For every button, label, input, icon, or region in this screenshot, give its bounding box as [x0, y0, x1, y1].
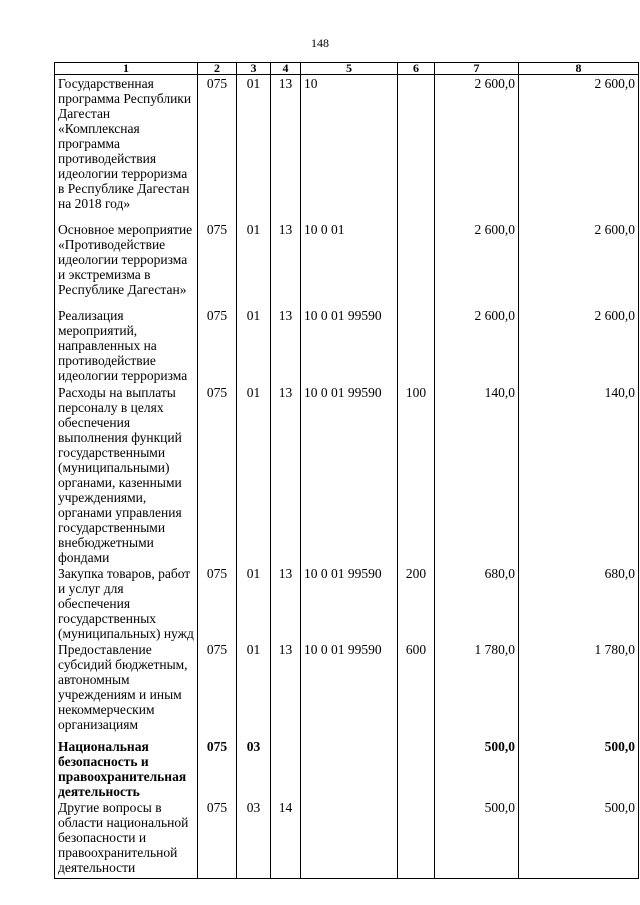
table-cell: 075 — [198, 738, 237, 799]
table-cell: 13 — [271, 384, 301, 565]
table-cell — [301, 738, 398, 799]
table-cell: 500,0 — [435, 799, 519, 879]
table-cell: 075 — [198, 799, 237, 879]
table-cell: 03 — [237, 738, 271, 799]
table-cell: 01 — [237, 384, 271, 565]
table-cell: 075 — [198, 384, 237, 565]
table-cell: 680,0 — [519, 565, 639, 641]
table-row — [55, 799, 639, 879]
table-cell: 01 — [237, 307, 271, 384]
table-cell: 2 600,0 — [435, 221, 519, 307]
table-cell: 140,0 — [435, 384, 519, 565]
table-cell — [271, 738, 301, 799]
table-row — [55, 75, 639, 221]
table-cell: 1 780,0 — [435, 641, 519, 738]
table-cell: 14 — [271, 799, 301, 879]
table-cell: 075 — [198, 75, 237, 221]
table-cell: 100 — [398, 384, 435, 565]
table-cell: 075 — [198, 307, 237, 384]
column-header: 7 — [435, 63, 519, 75]
table-cell — [398, 738, 435, 799]
table-cell: 13 — [271, 75, 301, 221]
table-cell: 2 600,0 — [435, 75, 519, 221]
table-cell — [301, 799, 398, 879]
table-cell: 500,0 — [519, 738, 639, 799]
table-cell: 10 — [301, 75, 398, 221]
table-cell: 2 600,0 — [519, 221, 639, 307]
row-name-cell: Закупка товаров, работ и услуг для обеспечения государственных (муниципальных) нужд — [55, 565, 198, 641]
table-cell: 10 0 01 99590 — [301, 565, 398, 641]
table-cell: 13 — [271, 221, 301, 307]
table-row — [55, 384, 639, 565]
table-cell: 140,0 — [519, 384, 639, 565]
table-cell: 13 — [271, 565, 301, 641]
page-number: 148 — [311, 36, 329, 50]
table-cell: 075 — [198, 565, 237, 641]
table-cell: 075 — [198, 221, 237, 307]
row-name-cell: Реализация мероприятий, направленных на противодействие идеологии терроризма — [55, 307, 198, 384]
table-row — [55, 307, 639, 384]
row-name-cell: Другие вопросы в области национальной безопасности и правоохранительной деятельности — [55, 799, 198, 879]
table-cell: 200 — [398, 565, 435, 641]
row-name-cell: Основное мероприятие «Противодействие идеологии терроризма и экстремизма в Республике Дагестан» — [55, 221, 198, 307]
row-name-cell: Расходы на выплаты персоналу в целях обеспечения выполнения функций государственными (муниципальными) органами, казенными учреждениями, органами управления государственными внебюджетными фондами — [55, 384, 198, 565]
table-cell: 500,0 — [435, 738, 519, 799]
column-header: 3 — [237, 63, 271, 75]
budget-table — [54, 62, 639, 879]
row-name-cell: Национальная безопасность и правоохранительная деятельность — [55, 738, 198, 799]
table-row — [55, 221, 639, 307]
row-name-cell: Предоставление субсидий бюджетным, автономным учреждениям и иным некоммерческим организациям — [55, 641, 198, 738]
table-cell: 2 600,0 — [519, 307, 639, 384]
table-cell: 10 0 01 99590 — [301, 384, 398, 565]
table-row — [55, 641, 639, 738]
table-header-row — [55, 63, 639, 75]
column-header: 6 — [398, 63, 435, 75]
table-cell: 13 — [271, 307, 301, 384]
table-cell: 10 0 01 99590 — [301, 641, 398, 738]
column-header: 5 — [301, 63, 398, 75]
table-cell: 1 780,0 — [519, 641, 639, 738]
table-cell: 2 600,0 — [435, 307, 519, 384]
table-cell: 03 — [237, 799, 271, 879]
table-cell: 680,0 — [435, 565, 519, 641]
column-header: 2 — [198, 63, 237, 75]
table-cell: 01 — [237, 221, 271, 307]
table-cell — [398, 307, 435, 384]
column-header: 1 — [55, 63, 198, 75]
column-header: 4 — [271, 63, 301, 75]
table-cell: 10 0 01 99590 — [301, 307, 398, 384]
column-header: 8 — [519, 63, 639, 75]
table-cell: 500,0 — [519, 799, 639, 879]
table-row — [55, 565, 639, 641]
table-cell: 13 — [271, 641, 301, 738]
table-cell — [398, 799, 435, 879]
table-row — [55, 738, 639, 799]
table-cell: 10 0 01 — [301, 221, 398, 307]
table-cell: 2 600,0 — [519, 75, 639, 221]
table-cell: 01 — [237, 641, 271, 738]
row-name-cell: Государственная программа Республики Дагестан «Комплексная программа противодействия идеологии терроризма в Республике Дагестан на 2018 год» — [55, 75, 198, 221]
table-cell: 600 — [398, 641, 435, 738]
table-cell: 01 — [237, 75, 271, 221]
table-cell: 075 — [198, 641, 237, 738]
table-cell: 01 — [237, 565, 271, 641]
table-cell — [398, 75, 435, 221]
table-cell — [398, 221, 435, 307]
